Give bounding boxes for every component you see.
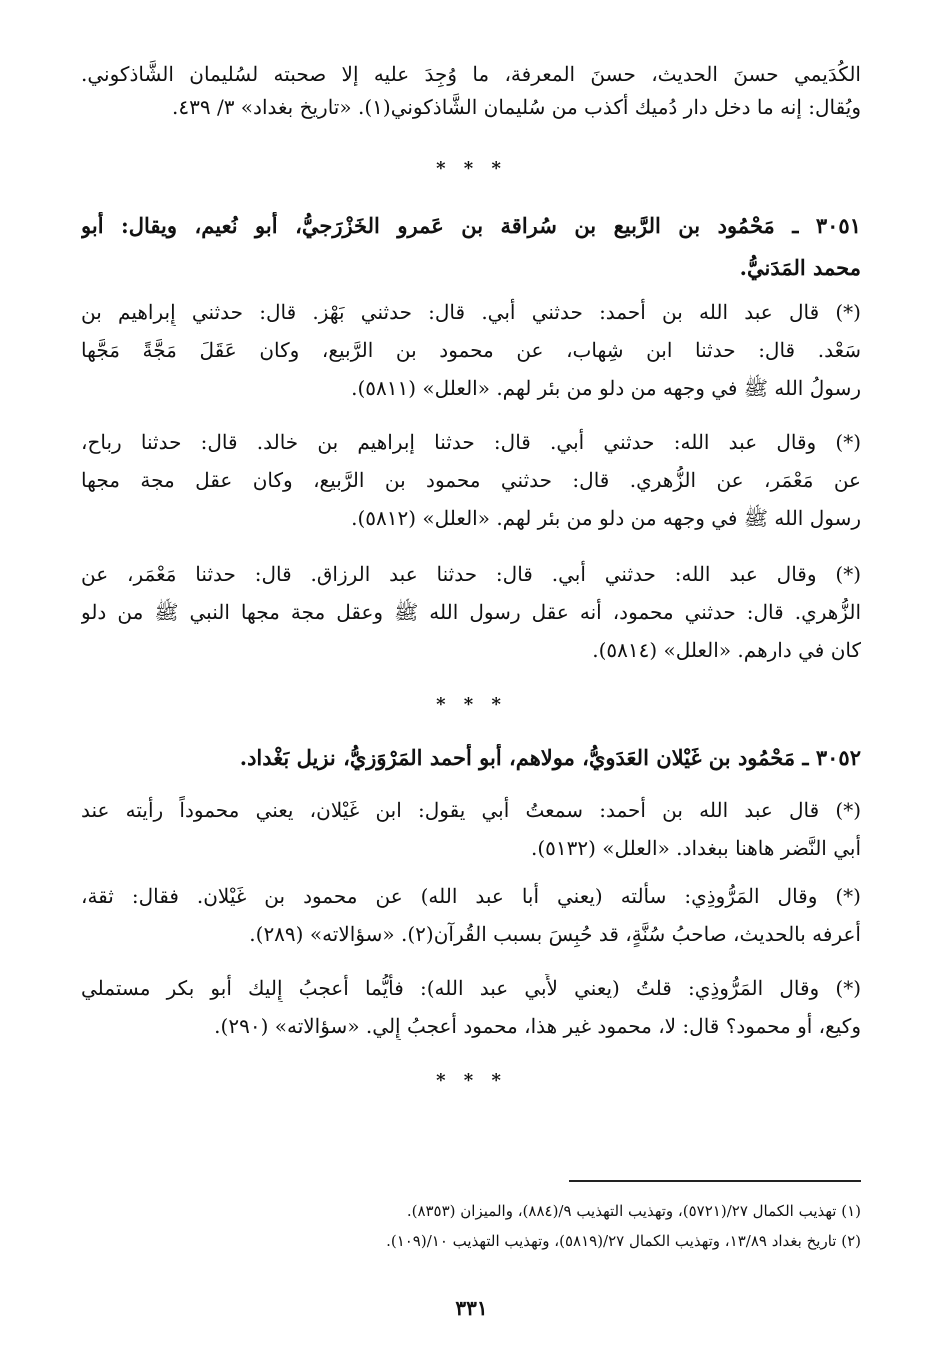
heading-line: ٣٠٥٢ ـ مَحْمُود بن غَيْلان العَدَويُّ، مولاهم، أَبو أَحمد المَرْوَزيُّ، نزيل بَغْداد.: [239, 745, 861, 770]
paragraph: [81, 560, 861, 664]
text-line: وكيع، أَو محمود؟ قال: لا، محمود غير هذا، محمود أَعجبُ إِلي. «سؤالاته» (٢٩٠).: [214, 1014, 861, 1038]
text-line: (*) وقال عبد الله: حدثني أَبي. قال: حدثنا عبد الرزاق. قال: حدثنا مَعْمَر، عن: [81, 562, 861, 586]
section-separator: * * *: [436, 694, 507, 715]
text-line: عن مَعْمَر، عن الزُّهري. قال: حدثني محمود بن الرَّبيع، وكان عقل مجة مجها: [81, 468, 861, 492]
text-line: رسول الله ﷺ في وجهه من دلو من بئر لهم. «العلل» (٥٨١٢).: [351, 506, 861, 530]
paragraph: [81, 796, 861, 862]
text-line: الزُّهري. قال: حدثني محمود، أنه عقل رسول الله ﷺ وعقل مجة مجها النبي ﷺ من دلو: [81, 600, 861, 624]
text-line: رسولُ الله ﷺ في وجهه من دلو من بئر لهم. «العلل» (٥٨١١).: [351, 376, 861, 400]
text-line: (*) قال عبد الله بن أحمد: حدثني أَبي. قال: حدثني بَهْز. قال: حدثني إِبراهيم بن: [81, 300, 861, 324]
paragraph: [81, 882, 861, 948]
text-line: (*) قال عبد الله بن أَحمد: سمعتُ أَبي يقول: ابن غَيْلان، يعني محموداً رأيته عند: [81, 798, 861, 822]
text-line: (*) وقال المَرُّوذِي: قلتُ (يعني لأَبي عبد الله): فأَيُّما أَعجبُ إِليك أَبو بكر مستملي: [81, 976, 861, 1000]
section-separator: * * *: [436, 1070, 507, 1091]
text-line: (*) وقال المَرُّوذِي: سأَلته (يعني أَبا عبد الله) عن محمود بن غَيْلان. فقال: ثقة،: [81, 884, 861, 908]
section-separator: * * *: [436, 158, 507, 179]
text-line: سَعْد. قال: حدثنا ابن شِهاب، عن محمود بن الرَّبيع، وكان عَقَلَ مَجَّةً مَجَّها: [81, 338, 861, 362]
heading-line: ٣٠٥١ ـ مَحْمُود بن الرَّبيع بن سُراقة بن عَمرو الخَزْرَجيُّ، أَبو نُعيم، ويقال: أَبو: [81, 213, 861, 238]
text-line: (*) وقال عبد الله: حدثني أَبي. قال: حدثنا إبراهيم بن خالد. قال: حدثنا رباح،: [81, 430, 861, 454]
footnote-2: (٢) تاريخ بغداد ١٣/٨٩، وتهذيب الكمال ٢٧/(٥٨١٩)، وتهذيب التهذيب ١٠/(١٠٩).: [386, 1232, 861, 1250]
text-line: الكُدَيمي حسنَ الحديث، حسنَ المعرفة، ما وُجِدَ عليه إلا صحبته لسُليمان الشَّاذكوني.: [81, 62, 861, 86]
entry-heading-3051: [81, 212, 861, 282]
text-line: أعرفه بالحديث، صاحبُ سُنَّةٍ، قد حُبِسَ بسبب القُرآن(٢). «سؤالاته» (٢٨٩).: [249, 922, 861, 946]
paragraph: [81, 974, 861, 1040]
paragraph: [81, 428, 861, 532]
paragraph: [81, 298, 861, 402]
text-line: أَبي النَّضر هاهنا ببغداد. «العلل» (٥١٣٢).: [530, 836, 861, 860]
text-line: كان في دارهم. «العلل» (٥٨١٤).: [592, 638, 861, 662]
heading-line: محمد المَدَنيُّ.: [739, 255, 861, 280]
footnote-rule: [569, 1180, 861, 1182]
intro-paragraph: [81, 60, 861, 121]
page-number: ٣٣١: [455, 1296, 488, 1320]
text-line: ويُقال: إنه ما دخل دار دُميك أكذب من سُليمان الشَّاذكوني(١). «تاريخ بغداد» ٣/ ٤٣٩.: [172, 95, 861, 119]
footnote-1: (١) تهذيب الكمال ٢٧/(٥٧٢١)، وتهذيب التهذيب ٩/(٨٨٤)، والميزان (٨٣٥٣).: [406, 1202, 861, 1220]
entry-heading-3052: [81, 744, 861, 772]
